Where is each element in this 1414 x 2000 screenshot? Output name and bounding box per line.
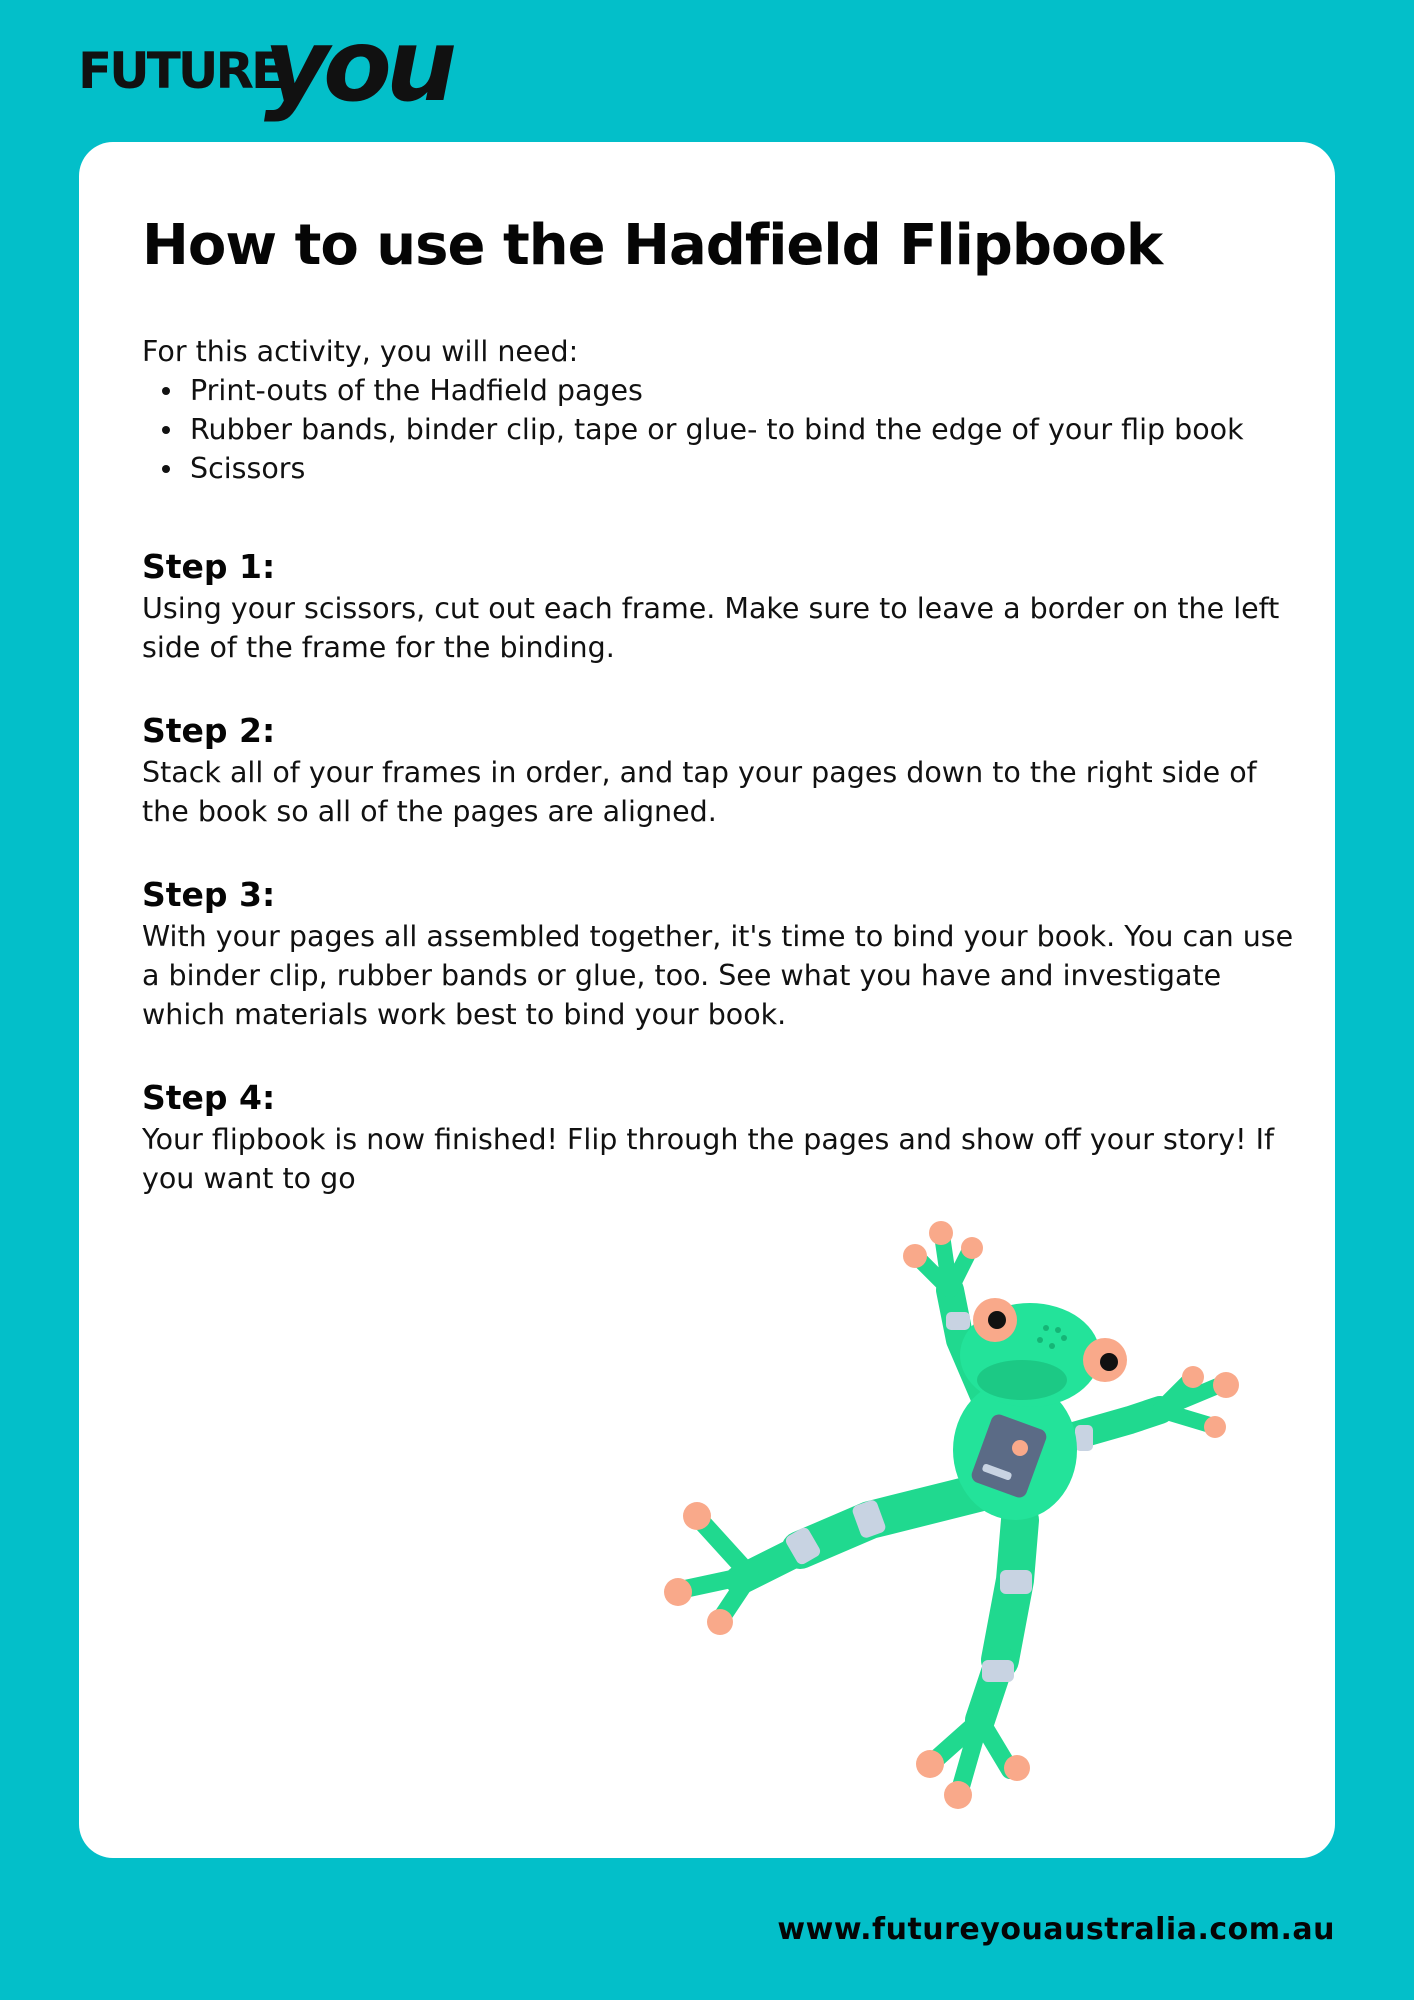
website-url: www.futureyouaustralia.com.au bbox=[777, 1912, 1335, 1947]
list-item: Print-outs of the Hadfield pages bbox=[190, 371, 1302, 410]
svg-text:you: you bbox=[264, 18, 452, 124]
step-2 bbox=[142, 709, 1302, 831]
futureyou-logo bbox=[76, 18, 466, 128]
step-4 bbox=[142, 1076, 1302, 1198]
step-1 bbox=[142, 545, 1302, 667]
step-heading: Step 2: bbox=[142, 711, 276, 750]
instructions-content bbox=[142, 200, 1302, 1198]
step-text: With your pages all assembled together, it's time to bind your book. You can use a binder clip, rubber bands or glue, too. See what you have and investigate which materials work best to bind your book. bbox=[142, 920, 1294, 1031]
frog-illustration bbox=[660, 1220, 1260, 1820]
step-3 bbox=[142, 873, 1302, 1034]
step-text: Using your scissors, cut out each frame. Make sure to leave a border on the left side of the frame for the binding. bbox=[142, 592, 1280, 664]
step-heading: Step 1: bbox=[142, 547, 276, 586]
intro-text: For this activity, you will need: bbox=[142, 335, 579, 368]
step-text: Your flipbook is now finished! Flip through the pages and show off your story! If you want to go bbox=[142, 1123, 1275, 1195]
list-item: Rubber bands, binder clip, tape or glue- to bind the edge of your flip book bbox=[190, 410, 1302, 449]
step-heading: Step 3: bbox=[142, 875, 276, 914]
page-title: How to use the Hadfield Flipbook bbox=[142, 213, 1163, 278]
step-text: Stack all of your frames in order, and tap your pages down to the right side of the book so all of the pages are aligned. bbox=[142, 756, 1257, 828]
svg-text:FUTURE: FUTURE bbox=[78, 42, 283, 100]
step-heading: Step 4: bbox=[142, 1078, 276, 1117]
materials-list bbox=[142, 371, 1302, 488]
list-item: Scissors bbox=[190, 449, 1302, 488]
